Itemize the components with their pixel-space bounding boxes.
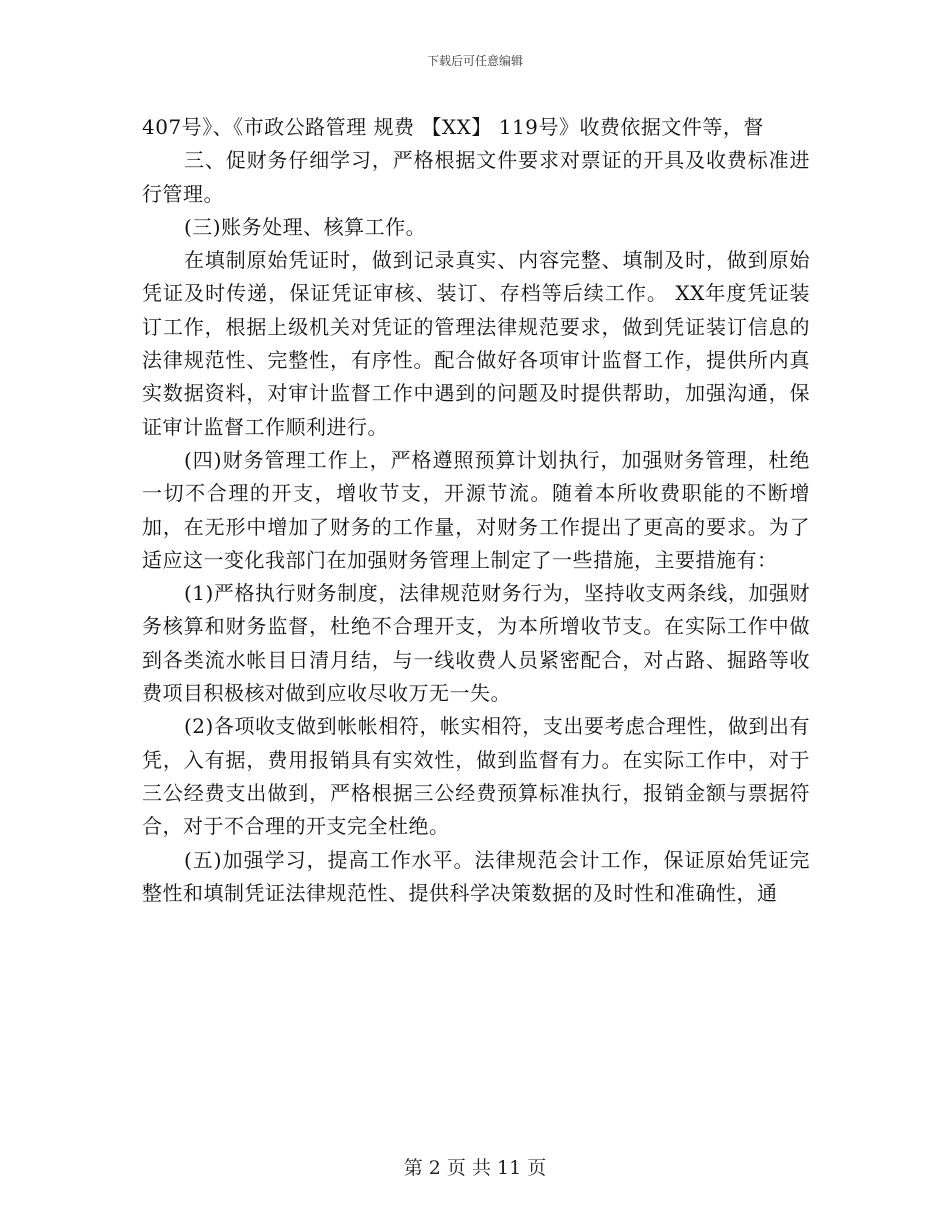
paragraph: (1)严格执行财务制度，法律规范财务行为，坚持收支两条线，加强财务核算和财务监督，杜绝不合理开支，为本所增收节支。在实际工作中做到各类流水帐目日清月结，与一线收费人员紧密配合，对占路、掘路等收费项目积极核对做到应收尽收万无一失。: [142, 581, 810, 706]
document-body: [142, 111, 810, 910]
paragraph: 三、促财务仔细学习，严格根据文件要求对票证的开具及收费标准进行管理。: [142, 148, 810, 206]
paragraph: (2)各项收支做到帐帐相符，帐实相符，支出要考虑合理性，做到出有凭，入有据，费用报销具有实效性，做到监督有力。在实际工作中，对于三公经费支出做到，严格根据三公经费预算标准执行，报销金额与票据符合，对于不合理的开支完全杜绝。: [142, 714, 810, 839]
paragraph: 在填制原始凭证时，做到记录真实、内容完整、填制及时，做到原始凭证及时传递，保证凭证审核、装订、存档等后续工作。 XX年度凭证装订工作，根据上级机关对凭证的管理法律规范要求，做到凭证装订信息的法律规范性、完整性，有序性。配合做好各项审计监督工作，提供所内真实数据资料，对审计监督工作中遇到的问题及时提供帮助，加强沟通，保证审计监督工作顺利进行。: [142, 248, 810, 439]
page-header: 下载后可任意编辑: [426, 54, 523, 68]
page-footer: 第 2 页 共 11 页: [403, 1157, 547, 1179]
paragraph: (四)财务管理工作上，严格遵照预算计划执行，加强财务管理，杜绝一切不合理的开支，增收节支，开源节流。随着本所收费职能的不断增加，在无形中增加了财务的工作量，对财务工作提出了更高的要求。为了适应这一变化我部门在加强财务管理上制定了一些措施，主要措施有：: [142, 447, 810, 572]
paragraph: (五)加强学习，提高工作水平。法律规范会计工作，保证原始凭证完整性和填制凭证法律规范性、提供科学决策数据的及时性和准确性，通: [142, 847, 810, 905]
section-heading: (三)账务处理、核算工作。: [184, 214, 427, 239]
paragraph-continuation: 407号》、《市政公路管理 规费 【XX】 119号》收费依据文件等，督: [142, 115, 764, 139]
